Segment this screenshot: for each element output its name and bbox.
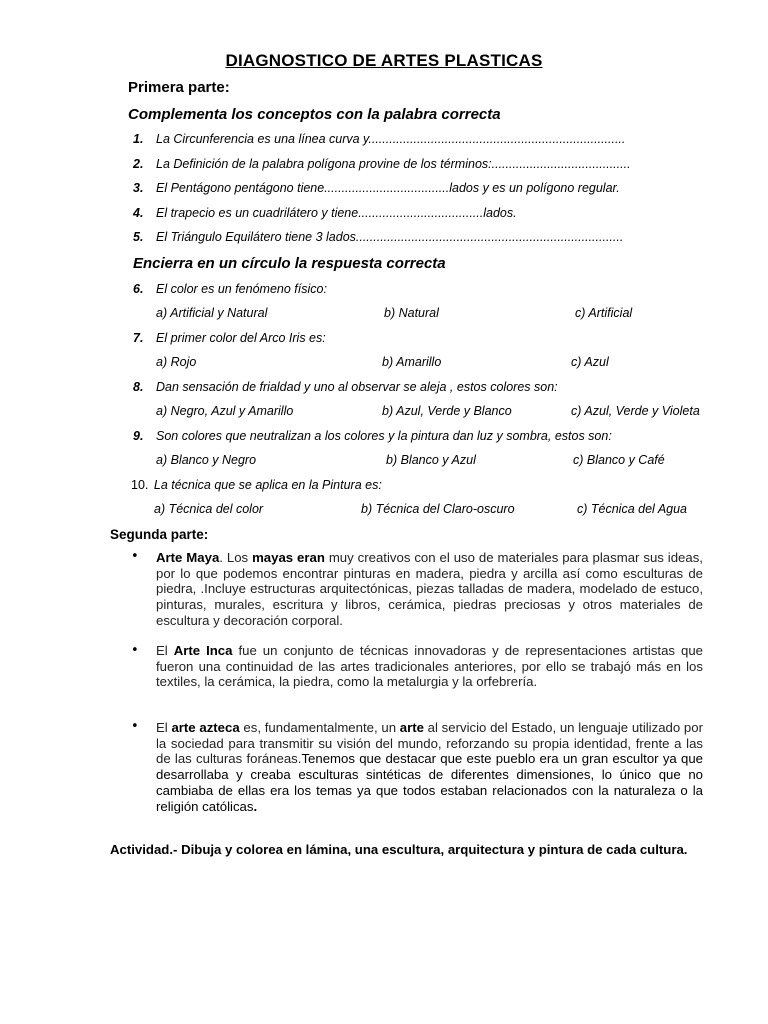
option-a: a) Artificial y Natural [156, 306, 268, 320]
paragraph-arte-maya [156, 550, 703, 629]
option-c: c) Blanco y Café [573, 453, 665, 467]
question-6 [133, 282, 327, 296]
option-b: b) Natural [384, 306, 439, 320]
term-mayas-eran: mayas eran [252, 550, 325, 565]
part1-subheading-circle: Encierra en un círculo la respuesta correcta [133, 255, 446, 272]
question-number: 9. [133, 429, 144, 443]
text-run: al servicio del Estado, un lenguaje utilizado por la sociedad para transmitir su visión del mundo, reforzando su propia identidad, frente a las de las culturas foráneas. [156, 720, 703, 767]
question-number: 5. [133, 230, 144, 244]
question-number: 2. [133, 157, 144, 171]
question-8 [133, 380, 558, 394]
option-b: b) Azul, Verde y Blanco [382, 404, 512, 418]
part1-heading: Primera parte: [128, 79, 230, 96]
term-arte: arte [399, 720, 424, 735]
bullet-icon: • [131, 549, 139, 564]
document-title: DIAGNOSTICO DE ARTES PLASTICAS [225, 51, 543, 70]
question-text: La Definición de la palabra polígona provine de los términos:........................................ [156, 157, 631, 171]
option-b: b) Blanco y Azul [386, 453, 476, 467]
option-c: c) Técnica del Agua [577, 502, 688, 516]
option-b: b) Técnica del Claro-oscuro [361, 502, 515, 516]
question-number: 8. [133, 380, 144, 394]
question-text: Son colores que neutralizan a los colores y la pintura dan luz y sombra, estos son: [156, 429, 612, 443]
question-text: La técnica que se aplica en la Pintura es: [153, 478, 382, 492]
question-2 [133, 157, 631, 171]
question-text: Dan sensación de frialdad y uno al observar se aleja , estos colores son: [156, 380, 558, 394]
question-text: El Pentágono pentágono tiene....................................lados y es un polígono regular. [156, 181, 620, 195]
question-4 [133, 206, 517, 220]
option-a: a) Blanco y Negro [156, 453, 257, 467]
option-a: a) Rojo [156, 355, 197, 369]
paragraph-arte-azteca [156, 720, 703, 814]
text-run: muy creativos con el uso de materiales para plasmar sus ideas, por lo que podemos encontrar pinturas en madera, piedra y arcilla así como esculturas de piedra, .Incluye estructuras arquitectónicas, piezas talladas de madera, modelado de estuco, pinturas, murales, escritura y libros, cerámica, piedras preciosas y otros materiales de escultura y decoración corporal. [156, 550, 703, 628]
question-number: 10. [131, 478, 149, 492]
question-9 [133, 429, 612, 443]
text-run: es, fundamentalmente, un [239, 720, 400, 735]
term-arte-azteca: arte azteca [171, 720, 240, 735]
question-7 [133, 331, 326, 345]
activity-instruction: Actividad.- Dibuja y colorea en lámina, una escultura, arquitectura y pintura de cada cultura. [110, 842, 688, 857]
question-1 [133, 132, 625, 146]
bullet-icon: • [131, 643, 139, 658]
option-b: b) Amarillo [382, 355, 442, 369]
term-arte-inca: Arte Inca [173, 643, 233, 658]
text-run: fue un conjunto de técnicas innovadoras y de representaciones artistas que fueron una continuidad de las artes tradicionales anteriores, por ello se trabajó más en los textiles, la cerámica, la piedra, como la metalurgia y la orfebrería. [156, 643, 704, 690]
term-arte-maya: Arte Maya [156, 550, 220, 565]
question-number: 6. [133, 282, 144, 296]
question-text: El Triángulo Equilátero tiene 3 lados............................................................................. [156, 230, 624, 244]
part2-heading: Segunda parte: [110, 527, 209, 542]
text-run: El [156, 720, 172, 735]
question-number: 7. [133, 331, 144, 345]
option-a: a) Técnica del color [154, 502, 264, 516]
option-c: c) Artificial [575, 306, 633, 320]
question-3 [133, 181, 620, 195]
option-c: c) Azul, Verde y Violeta [571, 404, 700, 418]
text-run: Tenemos que destacar que este pueblo era un gran escultor ya que desarrollaba y creaba esculturas sintéticas de diferentes dimensiones, lo único que no cambiaba de ellas era los temas ya que todos estaban relacionados con la naturaleza o la religión católicas [156, 751, 703, 814]
question-5 [133, 230, 623, 244]
text-run: El [156, 643, 174, 658]
paragraph-arte-inca [156, 643, 703, 690]
text-run: . Los [219, 550, 253, 565]
question-text: La Circunferencia es una línea curva y.......................................................................... [156, 132, 626, 146]
question-number: 3. [133, 181, 144, 195]
bullet-icon: • [131, 719, 139, 734]
question-text: El primer color del Arco Iris es: [156, 331, 326, 345]
question-10 [131, 478, 382, 492]
question-number: 4. [133, 206, 144, 220]
question-number: 1. [133, 132, 144, 146]
text-run: . [253, 798, 258, 814]
option-a: a) Negro, Azul y Amarillo [156, 404, 294, 418]
part1-subheading-complete: Complementa los conceptos con la palabra correcta [128, 106, 501, 123]
question-text: El trapecio es un cuadrilátero y tiene....................................lados. [156, 206, 517, 220]
option-c: c) Azul [571, 355, 609, 369]
question-text: El color es un fenómeno físico: [156, 282, 327, 296]
